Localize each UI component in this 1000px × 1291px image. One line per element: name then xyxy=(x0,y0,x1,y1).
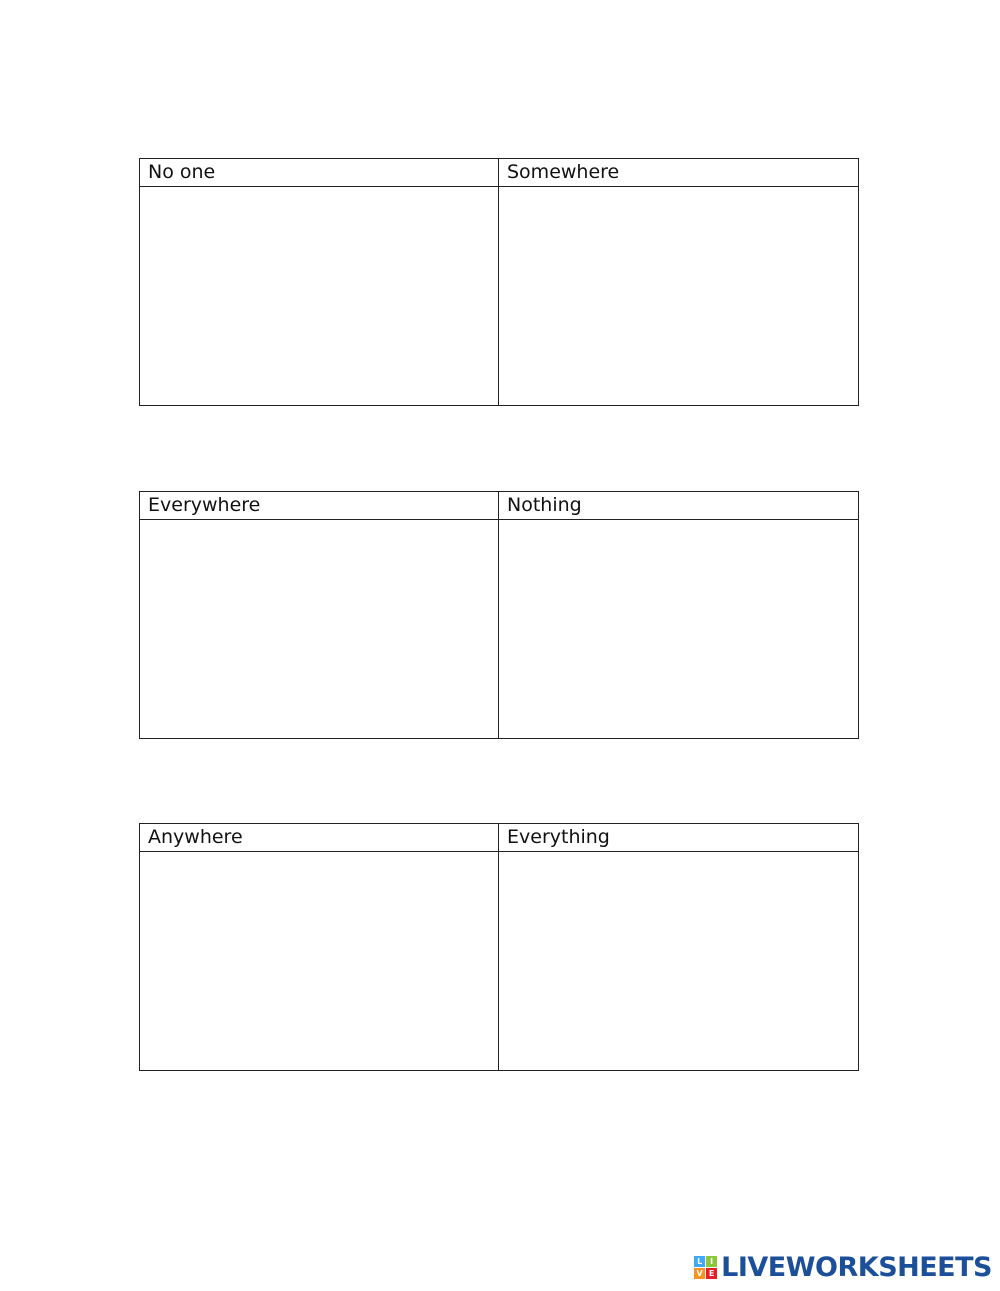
answer-area[interactable] xyxy=(499,187,858,405)
answer-area[interactable] xyxy=(140,520,499,738)
table-header-cell: Everything xyxy=(499,824,858,852)
worksheet-table-2 xyxy=(139,491,859,739)
table-header-cell: No one xyxy=(140,159,499,187)
table-header-cell: Nothing xyxy=(499,492,858,520)
answer-area[interactable] xyxy=(140,852,499,1070)
logo-tile: V xyxy=(694,1268,705,1279)
table-header-cell: Somewhere xyxy=(499,159,858,187)
liveworksheets-brand xyxy=(694,1254,992,1281)
table-header-cell: Everywhere xyxy=(140,492,499,520)
answer-area[interactable] xyxy=(140,187,499,405)
logo-tile: I xyxy=(706,1256,717,1267)
logo-tile: L xyxy=(694,1256,705,1267)
worksheet-table-3 xyxy=(139,823,859,1071)
brand-wordmark: LIVEWORKSHEETS xyxy=(721,1252,992,1283)
liveworksheets-logo-icon xyxy=(694,1256,717,1279)
logo-tile: E xyxy=(706,1268,717,1279)
answer-area[interactable] xyxy=(499,520,858,738)
answer-area[interactable] xyxy=(499,852,858,1070)
worksheet-table-1 xyxy=(139,158,859,406)
table-header-cell: Anywhere xyxy=(140,824,499,852)
